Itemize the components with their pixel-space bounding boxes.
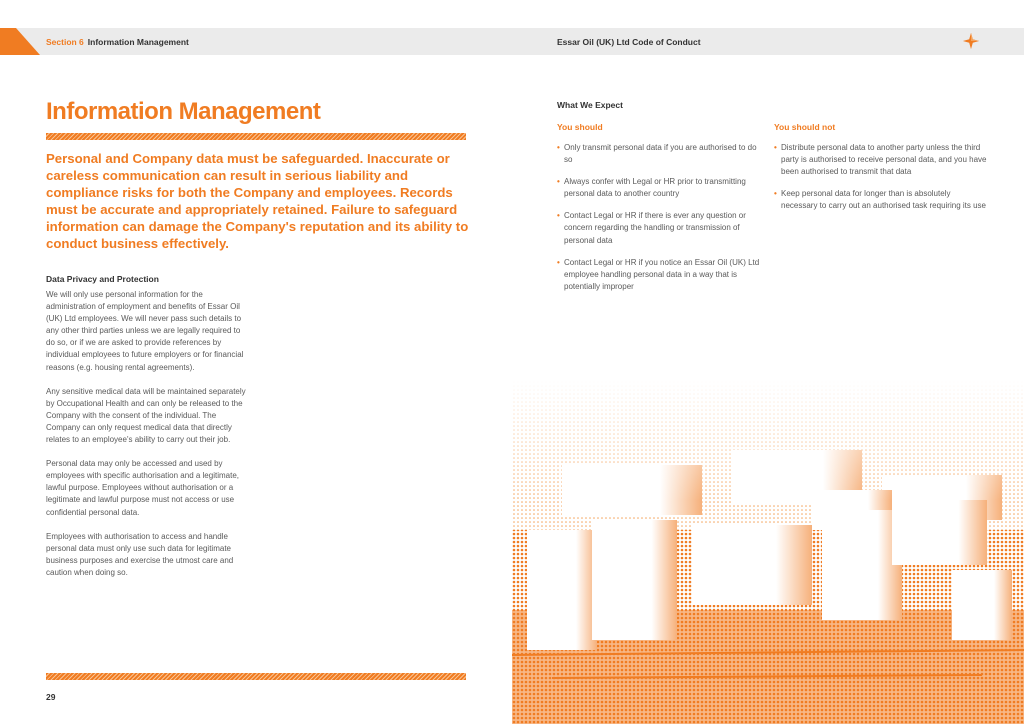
list-item-text: Distribute personal data to another party unless the third party is authorised to receive personal data, and you have been authorised to transmit that data xyxy=(781,143,987,177)
body-paragraph: Employees with authorisation to access and handle personal data must only use such data for legitimate business purposes and exercise the utmost care and caution when doing so. xyxy=(46,531,234,577)
bullet-icon: • xyxy=(774,143,777,152)
list-item-text: Contact Legal or HR if there is ever any question or concern regarding the handling or transmission of personal data xyxy=(564,211,746,245)
you-should-heading: You should xyxy=(557,122,603,132)
bullet-icon: • xyxy=(557,143,560,152)
subheading-data-privacy: Data Privacy and Protection xyxy=(46,274,159,284)
section-title: Information Management xyxy=(87,37,189,47)
list-item xyxy=(774,188,989,212)
bullet-icon: • xyxy=(557,257,560,267)
refinery-storage-tanks-image xyxy=(512,380,1024,724)
list-item-text: Always confer with Legal or HR prior to transmitting personal data to another country xyxy=(564,177,746,199)
body-paragraph: Personal data may only be accessed and used by employees with specific authorisation and a legitimate, lawful purpose. Employees without authorisation or a legitimate and lawful purpose must not access or use confidential personal data. xyxy=(46,459,239,517)
hatched-divider-top xyxy=(46,133,466,140)
list-item xyxy=(557,142,762,166)
body-paragraph: Any sensitive medical data will be maintained separately by Occupational Health and can only be released to the Company with the consent of the individual. The Company can only request medical data that directly relates to an employee's ability to carry out their job. xyxy=(46,386,246,445)
what-we-expect-heading: What We Expect xyxy=(557,100,623,110)
list-item xyxy=(557,210,762,246)
list-item-text: Only transmit personal data if you are authorised to do so xyxy=(564,143,757,165)
list-item-text: Keep personal data for longer than is absolutely necessary to carry out an authorised task requiring its use xyxy=(781,189,986,211)
section-header xyxy=(46,37,189,47)
section-label: Section 6 xyxy=(46,37,84,47)
list-item xyxy=(557,176,762,200)
body-text-column xyxy=(46,289,251,591)
document-title: Essar Oil (UK) Ltd Code of Conduct xyxy=(557,37,701,47)
bullet-icon: • xyxy=(557,211,560,221)
you-should-not-heading: You should not xyxy=(774,122,836,132)
bullet-icon: • xyxy=(557,177,560,187)
list-item-text: Contact Legal or HR if you notice an Essar Oil (UK) Ltd employee handling personal data in a way that is potentially improper xyxy=(564,257,760,291)
lead-paragraph: Personal and Company data must be safeguarded. Inaccurate or careless communication can result in serious liability and compliance risks for both the Company and employees. Records must be accurate and appropriately retained. Failure to safeguard information can damage the Company's reputation and its ability to conduct business effectively. xyxy=(46,151,469,251)
page-title: Information Management xyxy=(46,98,321,125)
you-should-list xyxy=(557,142,762,303)
essar-star-logo-icon xyxy=(962,32,980,50)
bullet-icon: • xyxy=(774,189,777,199)
body-paragraph: We will only use personal information for the administration of employment and benefits of Essar Oil (UK) Ltd employees. We will never pass such details to any other third parties unless we are legally required to do so, or if we are asked to provide references by individual employees to future employers or for financial reasons (e.g. housing rental agreements). xyxy=(46,290,244,372)
you-should-not-list xyxy=(774,142,989,222)
page-number: 29 xyxy=(46,692,56,702)
hatched-divider-bottom xyxy=(46,673,466,680)
list-item xyxy=(774,142,989,178)
list-item xyxy=(557,257,762,293)
